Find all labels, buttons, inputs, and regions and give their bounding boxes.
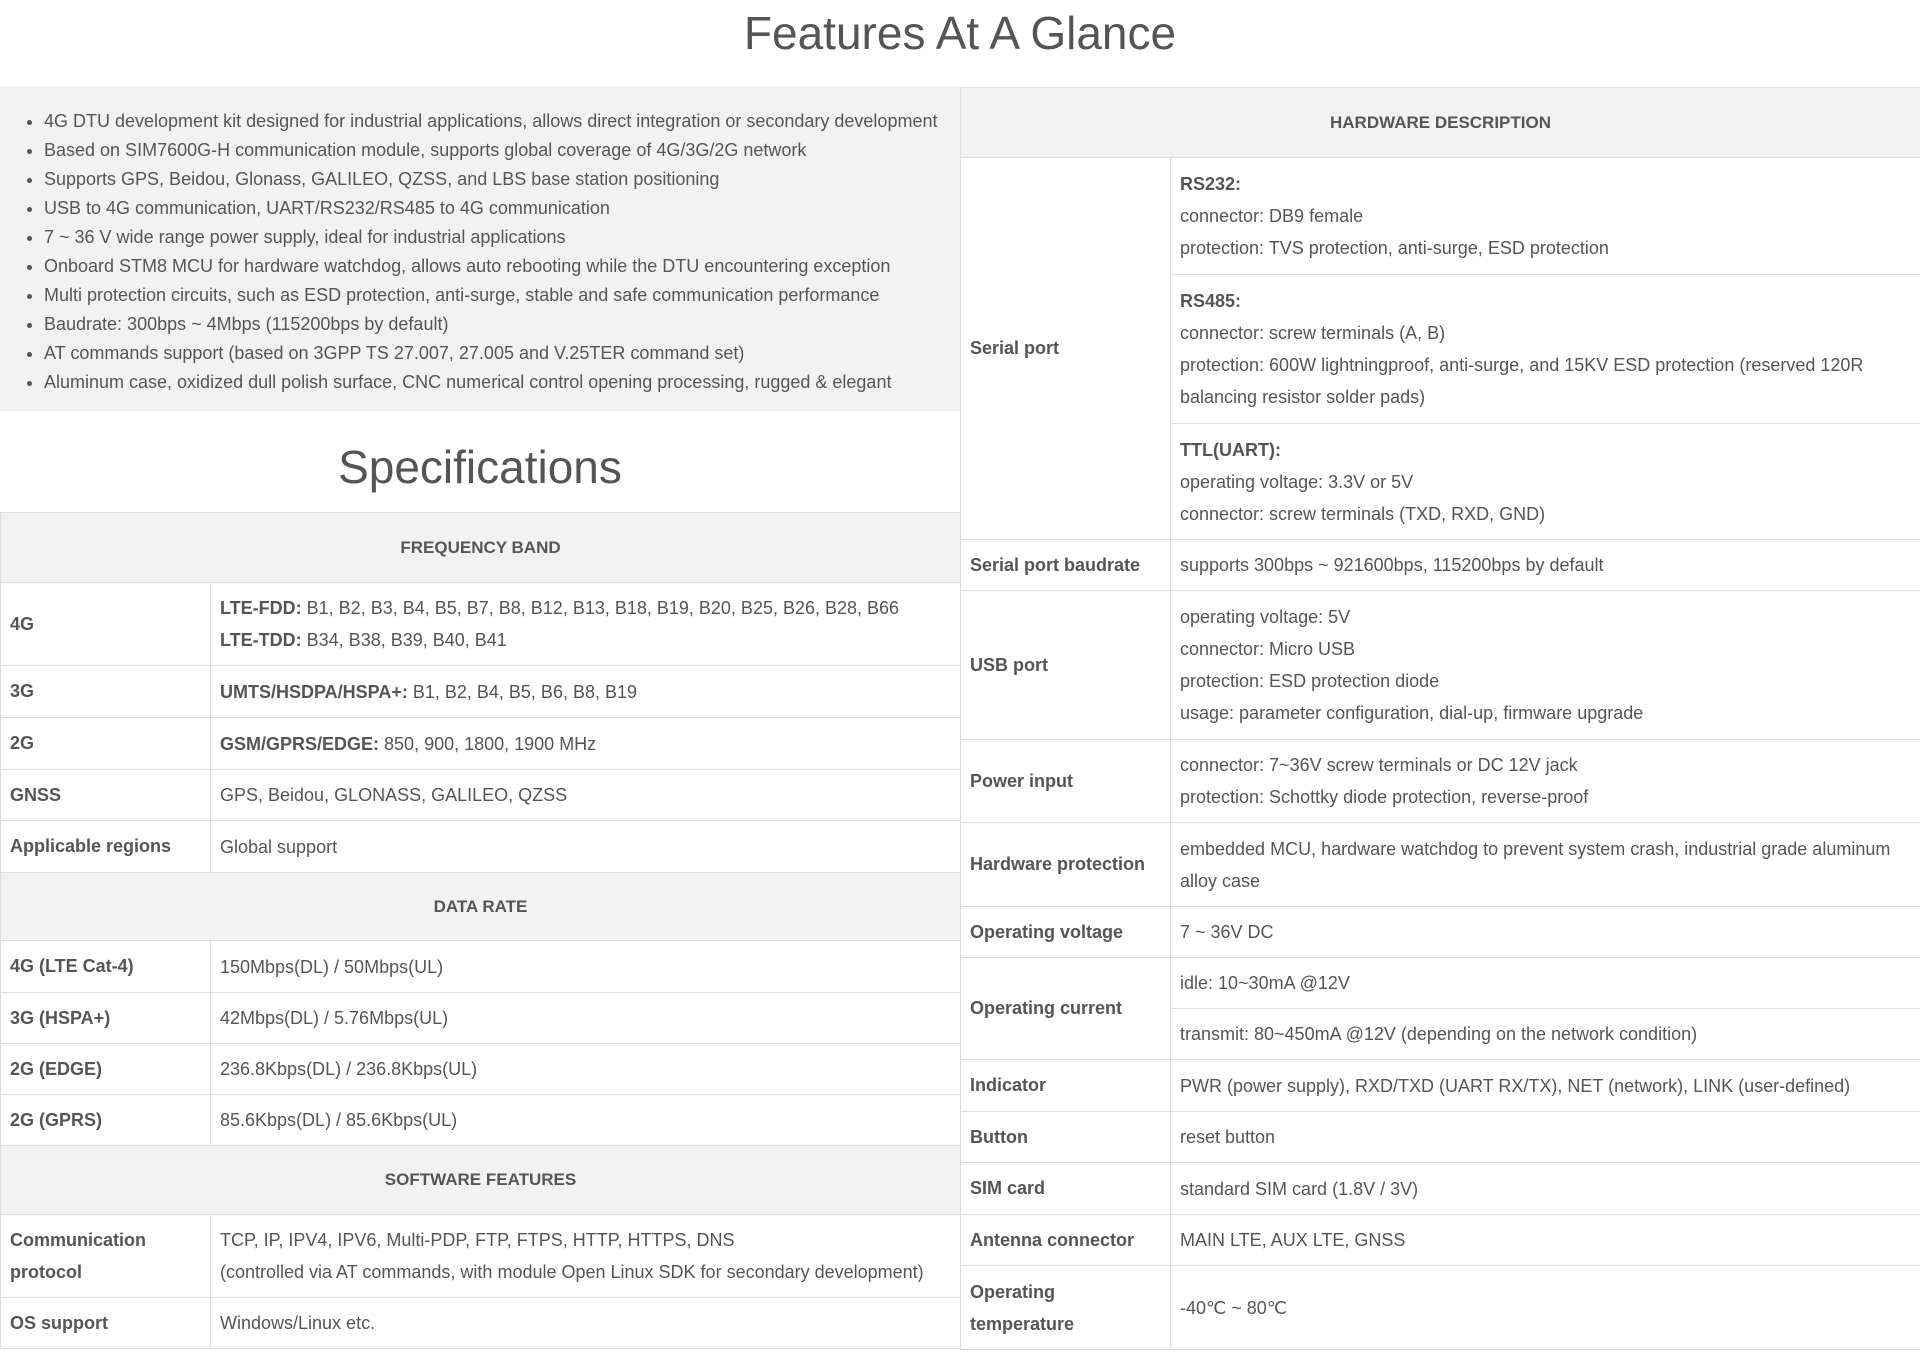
- row-value: 85.6Kbps(DL) / 85.6Kbps(UL): [211, 1095, 961, 1146]
- row-label: Button: [961, 1112, 1171, 1163]
- feature-item: • Baudrate: 300bps ~ 4Mbps (115200bps by default): [44, 310, 960, 339]
- value-line: operating voltage: 3.3V or 5V: [1180, 471, 1414, 492]
- row-label: USB port: [961, 591, 1171, 740]
- row-label: Hardware protection: [961, 823, 1171, 907]
- value-key: LTE-TDD:: [220, 630, 302, 650]
- value-line: connector: DB9 female: [1180, 206, 1364, 226]
- value-text: 850, 900, 1800, 1900 MHz: [379, 733, 597, 754]
- rs232-block: [1171, 158, 1920, 275]
- row-value: [211, 1215, 961, 1298]
- row-value: [1171, 740, 1920, 823]
- frequency-band-header-row: [1, 513, 961, 583]
- row-label: Communication protocol: [1, 1215, 211, 1298]
- table-row: [1, 583, 961, 666]
- row-label: Power input: [961, 740, 1171, 823]
- row-value: 42Mbps(DL) / 5.76Mbps(UL): [211, 993, 961, 1044]
- value-line: TCP, IP, IPV4, IPV6, Multi-PDP, FTP, FTPS, HTTP, HTTPS, DNS: [220, 1230, 735, 1250]
- row-label: OS support: [1, 1298, 211, 1349]
- value-key: RS485:: [1180, 291, 1242, 311]
- row-value: [211, 718, 961, 770]
- value-line: protection: TVS protection, anti-surge, ESD protection: [1180, 238, 1609, 258]
- feature-item: • AT commands support (based on 3GPP TS 27.007, 27.005 and V.25TER command set): [44, 339, 960, 368]
- row-label: 4G (LTE Cat-4): [1, 941, 211, 993]
- row-value: standard SIM card (1.8V / 3V): [1171, 1163, 1920, 1215]
- table-row: [961, 823, 1920, 907]
- hardware-header-row: [961, 88, 1920, 158]
- page-title: Features At A Glance: [743, 7, 1177, 59]
- table-row: [1, 1298, 961, 1349]
- left-column: [0, 86, 960, 1349]
- value-key: LTE-FDD:: [220, 598, 302, 618]
- row-label: Serial port baudrate: [961, 540, 1171, 591]
- section-header: DATA RATE: [1, 873, 961, 941]
- value-line: connector: screw terminals (A, B): [1180, 323, 1446, 343]
- hardware-table: [960, 87, 1920, 1350]
- value-key: GSM/GPRS/EDGE:: [220, 733, 380, 754]
- feature-item: • USB to 4G communication, UART/RS232/RS485 to 4G communication: [44, 194, 960, 223]
- data-rate-header-row: [1, 873, 961, 941]
- value-line: protection: Schottky diode protection, reverse-proof: [1180, 787, 1589, 807]
- row-value: transmit: 80~450mA @12V (depending on the network condition): [1171, 1009, 1920, 1060]
- table-row: [1, 821, 961, 873]
- row-label: Serial port: [961, 158, 1171, 540]
- section-header: SOFTWARE FEATURES: [1, 1146, 961, 1215]
- right-column: [960, 87, 1920, 1350]
- table-row: [1, 941, 961, 993]
- table-row: [961, 907, 1920, 958]
- value-text: B1, B2, B3, B4, B5, B7, B8, B12, B13, B18, B19, B20, B25, B26, B28, B66: [301, 598, 900, 618]
- table-row: [1, 666, 961, 718]
- value-line: [220, 592, 951, 624]
- row-value: -40℃ ~ 80℃: [1171, 1266, 1920, 1350]
- row-label: GNSS: [1, 770, 211, 821]
- table-row: [1, 993, 961, 1044]
- row-label: 2G (EDGE): [1, 1044, 211, 1095]
- row-label: 2G (GPRS): [1, 1095, 211, 1146]
- section-header: FREQUENCY BAND: [1, 513, 961, 583]
- row-label: SIM card: [961, 1163, 1171, 1215]
- table-row: [961, 740, 1920, 823]
- table-row: [961, 158, 1920, 275]
- row-label: Operating temperature: [961, 1266, 1171, 1350]
- value-line: protection: ESD protection diode: [1180, 671, 1440, 691]
- specifications-title: Specifications: [338, 441, 622, 493]
- value-key: TTL(UART):: [1180, 439, 1281, 460]
- row-value: 7 ~ 36V DC: [1171, 907, 1920, 958]
- row-value: MAIN LTE, AUX LTE, GNSS: [1171, 1215, 1920, 1266]
- specifications-table: [0, 512, 961, 1349]
- row-label: Applicable regions: [1, 821, 211, 873]
- features-list-box: [0, 86, 960, 411]
- row-label: 4G: [1, 583, 211, 666]
- feature-item: • Multi protection circuits, such as ESD protection, anti-surge, stable and safe communication performance: [44, 281, 960, 310]
- row-value: [211, 583, 961, 666]
- row-value: Windows/Linux etc.: [211, 1298, 961, 1349]
- row-label: 2G: [1, 718, 211, 770]
- value-line: usage: parameter configuration, dial-up, firmware upgrade: [1180, 703, 1644, 723]
- feature-item: • 7 ~ 36 V wide range power supply, ideal for industrial applications: [44, 223, 960, 252]
- row-value: supports 300bps ~ 921600bps, 115200bps by default: [1171, 540, 1920, 591]
- value-line: protection: 600W lightningproof, anti-surge, and 15KV ESD protection (reserved 120R balancing resistor solder pads): [1180, 355, 1864, 407]
- ttl-block: [1171, 424, 1920, 540]
- row-value: Global support: [211, 821, 961, 873]
- table-row: [961, 591, 1920, 740]
- feature-item: • Supports GPS, Beidou, Glonass, GALILEO, QZSS, and LBS base station positioning: [44, 165, 960, 194]
- row-value: PWR (power supply), RXD/TXD (UART RX/TX), NET (network), LINK (user-defined): [1171, 1060, 1920, 1112]
- row-value: [1171, 591, 1920, 740]
- value-text: B34, B38, B39, B40, B41: [301, 630, 507, 650]
- table-row: [961, 1266, 1920, 1350]
- table-row: [961, 540, 1920, 591]
- table-row: [1, 1095, 961, 1146]
- rs485-block: [1171, 275, 1920, 424]
- row-value: 236.8Kbps(DL) / 236.8Kbps(UL): [211, 1044, 961, 1095]
- feature-item: • Aluminum case, oxidized dull polish surface, CNC numerical control opening processing, rugged & elegant: [44, 368, 960, 397]
- row-label: Operating voltage: [961, 907, 1171, 958]
- value-line: connector: Micro USB: [1180, 639, 1356, 659]
- value-text: B1, B2, B4, B5, B6, B8, B19: [407, 681, 637, 702]
- table-row: [1, 770, 961, 821]
- row-label: 3G (HSPA+): [1, 993, 211, 1044]
- row-value: [211, 666, 961, 718]
- software-features-header-row: [1, 1146, 961, 1215]
- row-value: embedded MCU, hardware watchdog to prevent system crash, industrial grade aluminum alloy case: [1171, 823, 1920, 907]
- feature-item: • 4G DTU development kit designed for industrial applications, allows direct integration or secondary development: [44, 107, 960, 136]
- table-row: [961, 1060, 1920, 1112]
- value-line: [220, 624, 951, 656]
- table-row: [961, 1112, 1920, 1163]
- row-value: idle: 10~30mA @12V: [1171, 958, 1920, 1009]
- row-value: GPS, Beidou, GLONASS, GALILEO, QZSS: [211, 770, 961, 821]
- row-value: 150Mbps(DL) / 50Mbps(UL): [211, 941, 961, 993]
- features-list: [26, 107, 960, 397]
- value-line: operating voltage: 5V: [1180, 607, 1351, 627]
- table-row: [961, 1163, 1920, 1215]
- row-value: reset button: [1171, 1112, 1920, 1163]
- table-row: [1, 1044, 961, 1095]
- value-line: (controlled via AT commands, with module Open Linux SDK for secondary development): [220, 1262, 924, 1282]
- table-row: [961, 958, 1920, 1009]
- row-label: 3G: [1, 666, 211, 718]
- feature-item: • Onboard STM8 MCU for hardware watchdog, allows auto rebooting while the DTU encountering exception: [44, 252, 960, 281]
- value-line: connector: screw terminals (TXD, RXD, GND): [1180, 503, 1546, 524]
- table-row: [961, 1215, 1920, 1266]
- value-line: connector: 7~36V screw terminals or DC 12V jack: [1180, 755, 1578, 775]
- row-label: Operating current: [961, 958, 1171, 1060]
- section-header: HARDWARE DESCRIPTION: [961, 88, 1920, 158]
- row-label: Indicator: [961, 1060, 1171, 1112]
- table-row: [1, 1215, 961, 1298]
- feature-item: • Based on SIM7600G-H communication module, supports global coverage of 4G/3G/2G network: [44, 136, 960, 165]
- value-key: UMTS/HSDPA/HSPA+:: [220, 681, 408, 702]
- row-label: Antenna connector: [961, 1215, 1171, 1266]
- value-key: RS232:: [1180, 174, 1242, 194]
- table-row: [1, 718, 961, 770]
